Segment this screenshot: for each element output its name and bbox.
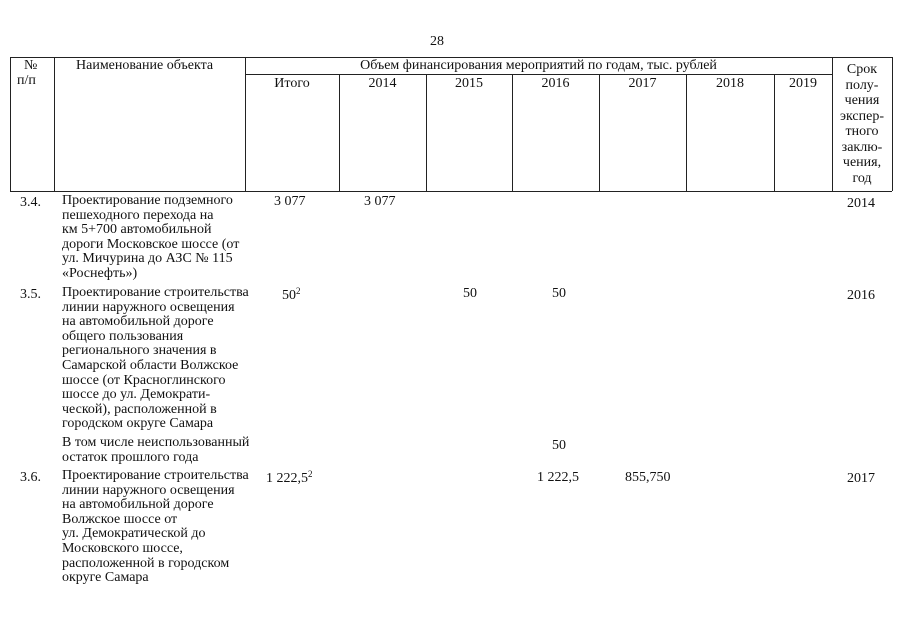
object-name-line: округе Самара — [62, 570, 149, 586]
object-name-line: «Роснефть») — [62, 265, 138, 281]
term-year: 2016 — [847, 288, 875, 303]
object-name-line: ул. Мичурина до АЗС № 115 — [62, 251, 233, 267]
column-divider-2015 — [512, 74, 513, 191]
object-name-line: Проектирование строительства — [62, 285, 249, 300]
object-name-line: на автомобильной дороге — [62, 497, 214, 513]
header-term-line: Срок — [846, 62, 878, 77]
row-number: 3.6. — [20, 470, 41, 485]
object-name — [62, 194, 239, 282]
header-finance-group: Объем финансирования мероприятий по годам, тыс. рублей — [360, 58, 717, 73]
header-year-2016: 2016 — [541, 76, 570, 91]
object-name-line: В том числе неиспользованный — [62, 435, 250, 450]
object-name-line: Проектирование строительства — [62, 468, 249, 483]
header-year-total: Итого — [274, 76, 310, 91]
object-name-line: городском округе Самара — [62, 416, 214, 432]
page-number: 28 — [430, 34, 444, 49]
object-name-line: регионального значения в — [62, 343, 217, 359]
object-name-line: Московского шоссе, — [62, 540, 183, 556]
value-2017: 855,750 — [625, 470, 671, 485]
column-divider-2016 — [599, 74, 600, 191]
object-name-line: ческой), расположенной в — [62, 401, 217, 417]
object-name-line: Проектирование подземного — [62, 193, 233, 208]
column-divider-2014 — [426, 74, 427, 191]
total-value-number: 50 — [282, 288, 296, 303]
finance-group-divider — [245, 74, 832, 75]
header-term-line: год — [852, 170, 872, 186]
object-name — [62, 286, 249, 432]
value-2014: 3 077 — [364, 194, 396, 209]
table-left-border — [10, 57, 11, 191]
term-year: 2017 — [847, 471, 875, 486]
total-value — [282, 286, 301, 304]
object-name-line: ул. Демократической до — [62, 526, 206, 542]
object-name — [62, 436, 249, 465]
header-num-line2: п/п — [17, 73, 36, 88]
object-name-line: дороги Московское шоссе (от — [62, 236, 240, 252]
object-name-line: на автомобильной дороге — [62, 314, 214, 330]
object-name-line: линии наружного освещения — [62, 299, 235, 315]
value-2016: 50 — [552, 438, 566, 453]
footnote-mark: 2 — [296, 286, 301, 296]
header-term-line: заклю- — [841, 139, 883, 155]
column-divider-2018 — [774, 74, 775, 191]
object-name-line: км 5+700 автомобильной — [62, 222, 212, 238]
object-name-line: пешеходного перехода на — [62, 207, 214, 223]
footnote-mark: 2 — [308, 469, 313, 479]
header-year-2014: 2014 — [368, 76, 397, 91]
header-term-line: тного — [845, 124, 879, 139]
value-2016: 1 222,5 — [537, 470, 579, 485]
row-number: 3.4. — [20, 195, 41, 210]
column-divider-num — [54, 57, 55, 191]
table-right-border — [892, 57, 893, 191]
header-term-line: чения, — [842, 155, 882, 170]
header-bottom-border — [10, 191, 892, 192]
header-name: Наименование объекта — [76, 58, 214, 73]
total-value: 3 077 — [274, 194, 306, 209]
object-name-line: Волжское шоссе от — [62, 511, 178, 527]
column-divider-2017 — [686, 74, 687, 191]
value-2016: 50 — [552, 286, 566, 301]
value-2015: 50 — [463, 286, 477, 301]
header-year-2015: 2015 — [455, 76, 483, 91]
header-year-2017: 2017 — [628, 76, 657, 91]
header-term-column — [838, 62, 886, 186]
total-value — [266, 469, 313, 487]
object-name — [62, 469, 249, 586]
header-year-2018: 2018 — [716, 76, 744, 91]
total-value-number: 1 222,5 — [266, 471, 308, 486]
row-number: 3.5. — [20, 287, 41, 302]
header-term-line: полу- — [845, 77, 879, 93]
object-name-line: Самарской области Волжское — [62, 357, 239, 373]
column-divider-total — [339, 74, 340, 191]
header-term-line: чения — [844, 93, 880, 108]
object-name-line: остаток прошлого года — [62, 449, 199, 465]
object-name-line: шоссе до ул. Демократи- — [62, 387, 211, 403]
header-term-line: экспер- — [839, 108, 885, 124]
object-name-line: шоссе (от Красноглинского — [62, 372, 226, 388]
object-name-line: линии наружного освещения — [62, 482, 235, 498]
term-year: 2014 — [847, 196, 875, 211]
header-num-line1: № — [24, 58, 38, 73]
column-divider-2019 — [832, 57, 833, 191]
object-name-line: расположенной в городском — [62, 555, 230, 571]
header-year-2019: 2019 — [789, 76, 817, 91]
object-name-line: общего пользования — [62, 328, 184, 344]
